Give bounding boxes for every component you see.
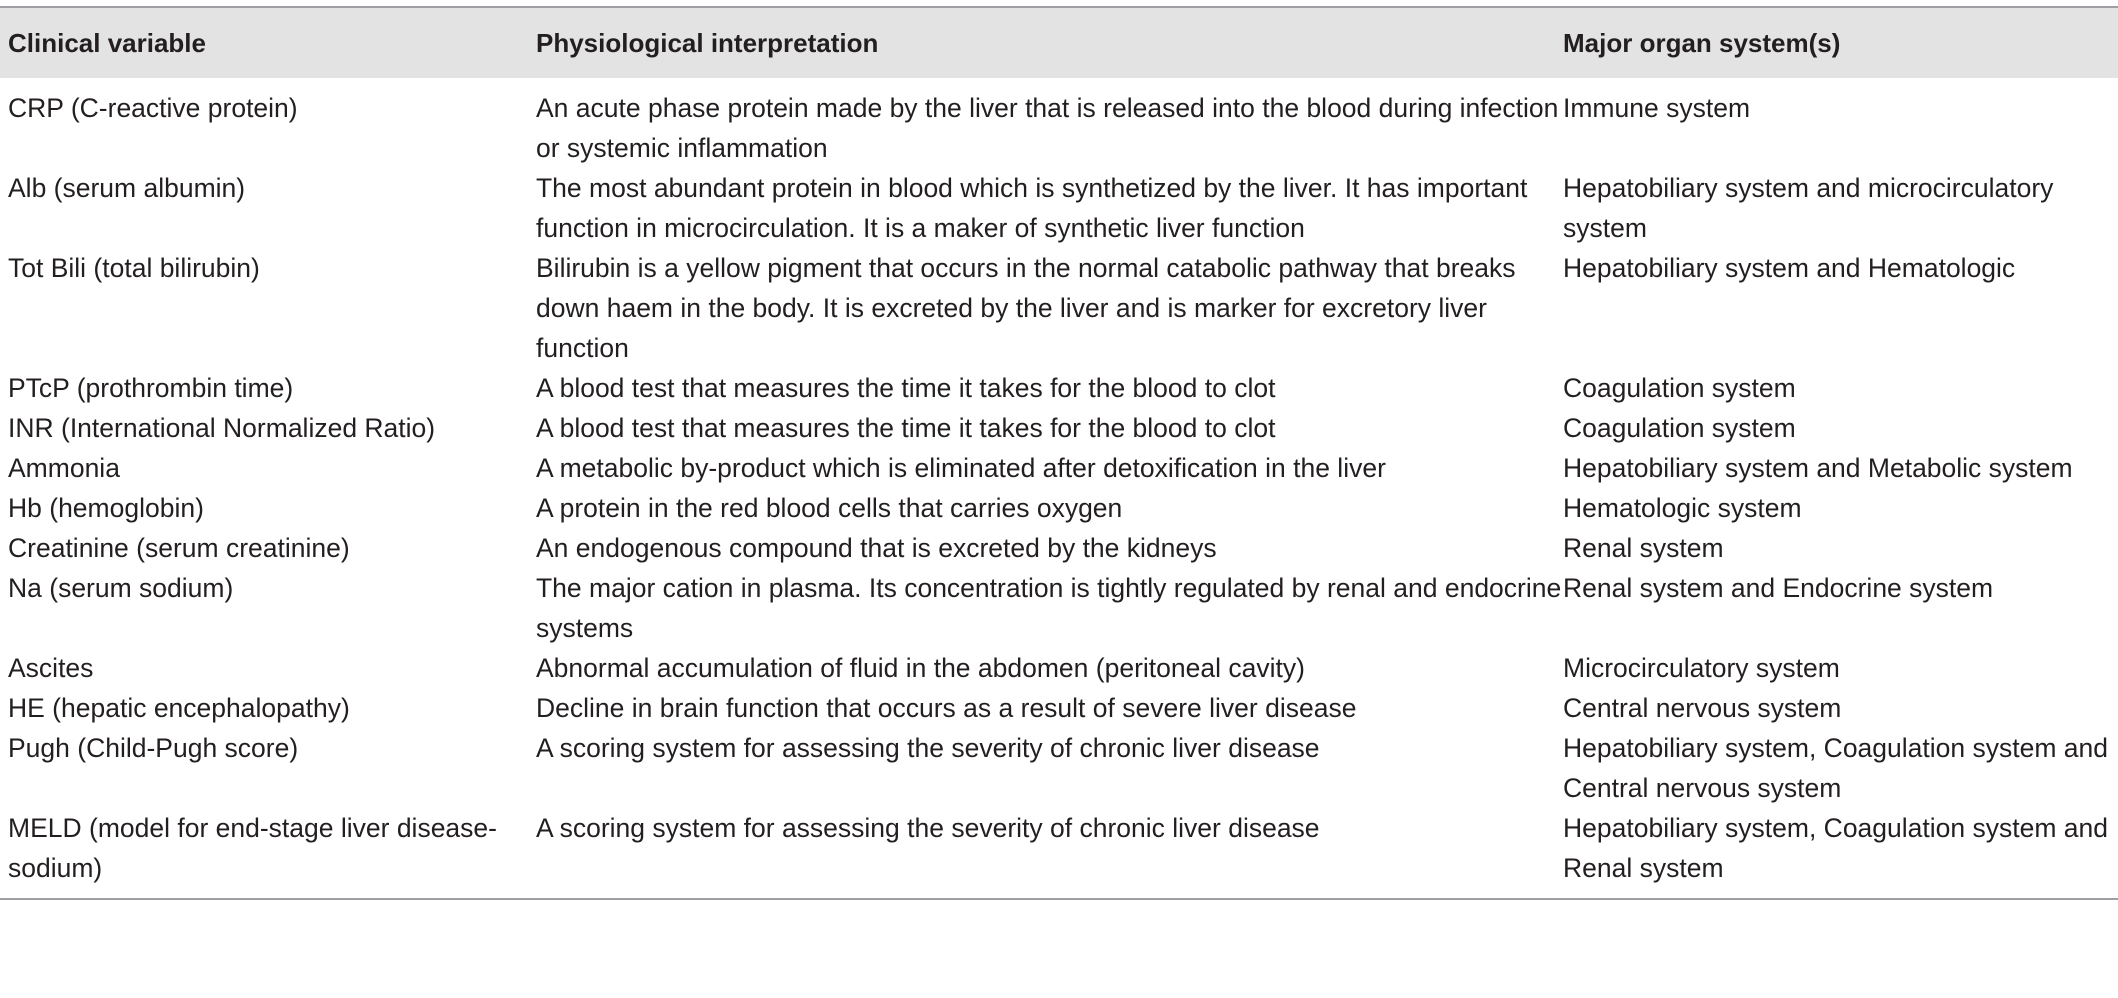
cell-organ-system: Coagulation system xyxy=(1563,413,1796,443)
cell-variable: Alb (serum albumin) xyxy=(8,173,246,203)
cell-variable: Ammonia xyxy=(8,453,120,483)
table-row xyxy=(0,568,2118,648)
cell-interpretation: A metabolic by-product which is eliminated after detoxification in the liver xyxy=(536,453,1386,483)
cell-organ-system: Coagulation system xyxy=(1563,373,1796,403)
cell-organ-system: Central nervous system xyxy=(1563,693,1842,723)
cell-variable: Ascites xyxy=(8,653,94,683)
cell-organ-system: Hepatobiliary system, Coagulation system and Renal system xyxy=(1563,813,2108,883)
table-row xyxy=(0,528,2118,568)
table-row xyxy=(0,688,2118,728)
table-row xyxy=(0,488,2118,528)
cell-variable: CRP (C-reactive protein) xyxy=(8,93,298,123)
cell-organ-system: Hepatobiliary system and Hematologic xyxy=(1563,253,2016,283)
clinical-variables-table-container xyxy=(0,6,2118,900)
table-body xyxy=(0,78,2118,899)
cell-interpretation: Bilirubin is a yellow pigment that occurs in the normal catabolic pathway that breaks down haem in the body. It is excreted by the liver and is marker for excretory liver function xyxy=(536,253,1516,363)
table-header xyxy=(0,7,2118,78)
table-row xyxy=(0,78,2118,168)
cell-variable: Pugh (Child-Pugh score) xyxy=(8,733,299,763)
table-row xyxy=(0,248,2118,368)
cell-organ-system: Hepatobiliary system and microcirculatory system xyxy=(1563,173,2054,243)
header-major-organ-systems: Major organ system(s) xyxy=(1562,7,2118,78)
cell-organ-system: Immune system xyxy=(1563,93,1751,123)
cell-organ-system: Microcirculatory system xyxy=(1563,653,1840,683)
cell-interpretation: A blood test that measures the time it takes for the blood to clot xyxy=(536,413,1276,443)
cell-variable: HE (hepatic encephalopathy) xyxy=(8,693,350,723)
cell-interpretation: An endogenous compound that is excreted by the kidneys xyxy=(536,533,1217,563)
table-row xyxy=(0,448,2118,488)
cell-variable: Hb (hemoglobin) xyxy=(8,493,204,523)
table-row xyxy=(0,728,2118,808)
table-row xyxy=(0,168,2118,248)
cell-organ-system: Hematologic system xyxy=(1563,493,1802,523)
header-clinical-variable: Clinical variable xyxy=(0,7,536,78)
cell-organ-system: Hepatobiliary system and Metabolic system xyxy=(1563,453,2073,483)
cell-interpretation: Abnormal accumulation of fluid in the abdomen (peritoneal cavity) xyxy=(536,653,1305,683)
cell-interpretation: A protein in the red blood cells that carries oxygen xyxy=(536,493,1123,523)
table-row xyxy=(0,808,2118,899)
cell-variable: Na (serum sodium) xyxy=(8,573,234,603)
header-row xyxy=(0,7,2118,78)
header-physiological-interpretation: Physiological interpretation xyxy=(536,7,1562,78)
cell-variable: MELD (model for end-stage liver disease-sodium) xyxy=(8,813,497,883)
clinical-variables-table xyxy=(0,6,2118,900)
cell-interpretation: Decline in brain function that occurs as a result of severe liver disease xyxy=(536,693,1357,723)
cell-interpretation: An acute phase protein made by the liver that is released into the blood during infection or systemic inflammation xyxy=(536,93,1559,163)
cell-interpretation: A scoring system for assessing the severity of chronic liver disease xyxy=(536,813,1320,843)
cell-interpretation: The most abundant protein in blood which is synthetized by the liver. It has important function in microcirculation. It is a maker of synthetic liver function xyxy=(536,173,1528,243)
cell-organ-system: Hepatobiliary system, Coagulation system and Central nervous system xyxy=(1563,733,2108,803)
cell-interpretation: A scoring system for assessing the severity of chronic liver disease xyxy=(536,733,1320,763)
cell-variable: INR (International Normalized Ratio) xyxy=(8,413,436,443)
cell-interpretation: The major cation in plasma. Its concentration is tightly regulated by renal and endocrine systems xyxy=(536,573,1562,643)
table-row xyxy=(0,368,2118,408)
cell-variable: Tot Bili (total bilirubin) xyxy=(8,253,260,283)
table-row xyxy=(0,648,2118,688)
cell-variable: PTcP (prothrombin time) xyxy=(8,373,294,403)
table-row xyxy=(0,408,2118,448)
cell-organ-system: Renal system xyxy=(1563,533,1724,563)
cell-organ-system: Renal system and Endocrine system xyxy=(1563,573,1994,603)
cell-variable: Creatinine (serum creatinine) xyxy=(8,533,350,563)
cell-interpretation: A blood test that measures the time it takes for the blood to clot xyxy=(536,373,1276,403)
